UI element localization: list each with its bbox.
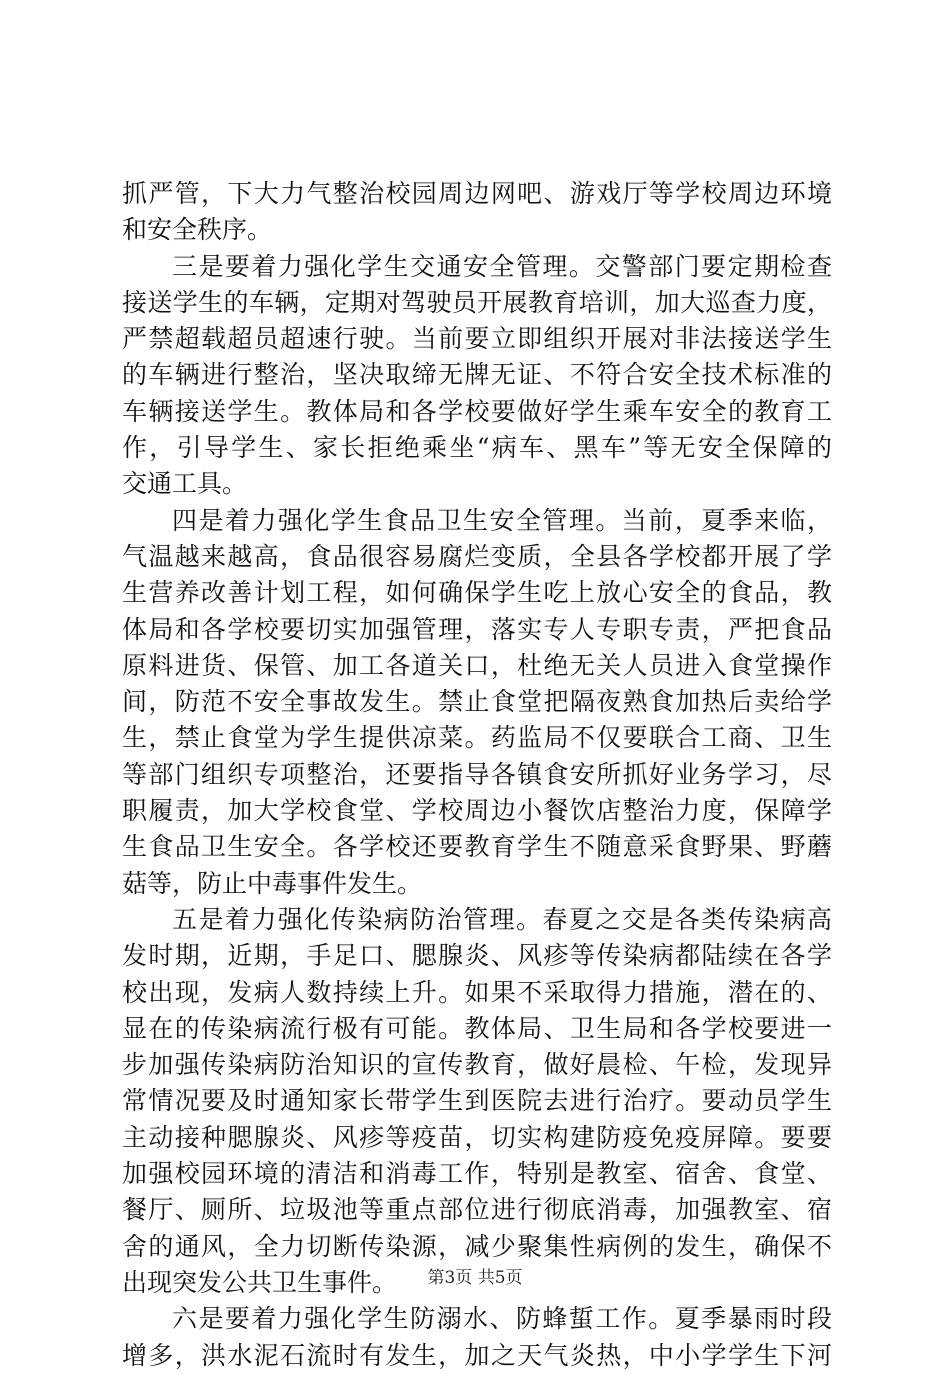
text-line: 增多，洪水泥石流时有发生，加之天气炎热，中小学学生下河 bbox=[122, 1340, 832, 1370]
text-line: 五是着力强化传染病防治管理。春夏之交是各类传染病高 bbox=[172, 904, 832, 934]
text-line: 车辆接送学生。教体局和各学校要做好学生乘车安全的教育工 bbox=[122, 396, 832, 426]
text-line: 原料进货、保管、加工各道关口，杜绝无关人员进入食堂操作 bbox=[122, 650, 832, 680]
text-line: 三是要着力强化学生交通安全管理。交警部门要定期检查 bbox=[172, 251, 832, 281]
text-line: 主动接种腮腺炎、风疹等疫苗，切实构建防疫免疫屏障。要要 bbox=[122, 1122, 832, 1152]
text-line: 间，防范不安全事故发生。禁止食堂把隔夜熟食加热后卖给学 bbox=[122, 687, 832, 717]
text-line: 生营养改善计划工程，如何确保学生吃上放心安全的食品，教 bbox=[122, 578, 832, 608]
page-number-footer: 第3页 共5页 bbox=[427, 1268, 523, 1288]
text-line: 常情况要及时通知家长带学生到医院去进行治疗。要动员学生 bbox=[122, 1086, 832, 1116]
text-line: 舍的通风，全力切断传染源，减少聚集性病例的发生，确保不 bbox=[122, 1231, 832, 1261]
text-line: 显在的传染病流行极有可能。教体局、卫生局和各学校要进一 bbox=[122, 1013, 832, 1043]
text-line: 气温越来越高，食品很容易腐烂变质，全县各学校都开展了学 bbox=[122, 541, 832, 571]
text-line: 生，禁止食堂为学生提供凉菜。药监局不仅要联合工商、卫生 bbox=[122, 723, 832, 753]
text-line: 菇等，防止中毒事件发生。 bbox=[122, 868, 423, 898]
text-line: 体局和各学校要切实加强管理，落实专人专职专责，严把食品 bbox=[122, 614, 832, 644]
text-line: 步加强传染病防治知识的宣传教育，做好晨检、午检，发现异 bbox=[122, 1050, 832, 1080]
text-line: 交通工具。 bbox=[122, 469, 248, 499]
text-line: 加强校园环境的清洁和消毒工作，特别是教室、宿舍、食堂、 bbox=[122, 1159, 832, 1189]
text-line: 校出现，发病人数持续上升。如果不采取得力措施，潜在的、 bbox=[122, 977, 832, 1007]
text-line: 发时期，近期，手足口、腮腺炎、风疹等传染病都陆续在各学 bbox=[122, 941, 832, 971]
text-line: 和安全秩序。 bbox=[122, 215, 273, 245]
text-line: 餐厅、厕所、垃圾池等重点部位进行彻底消毒，加强教室、宿 bbox=[122, 1195, 832, 1225]
text-line: 六是要着力强化学生防溺水、防蜂蜇工作。夏季暴雨时段 bbox=[172, 1304, 832, 1334]
text-line: 等部门组织专项整治，还要指导各镇食安所抓好业务学习，尽 bbox=[122, 759, 832, 789]
text-line: 抓严管，下大力气整治校园周边网吧、游戏厅等学校周边环境 bbox=[122, 179, 832, 208]
text-line: 的车辆进行整治，坚决取缔无牌无证、不符合安全技术标准的 bbox=[122, 360, 832, 390]
text-line: 四是着力强化学生食品卫生安全管理。当前，夏季来临， bbox=[172, 505, 832, 535]
text-line: 生食品卫生安全。各学校还要教育学生不随意采食野果、野蘑 bbox=[122, 832, 832, 862]
text-line: 出现突发公共卫生事件。 bbox=[122, 1267, 398, 1297]
text-line: 接送学生的车辆，定期对驾驶员开展教育培训，加大巡查力度， bbox=[122, 287, 832, 317]
text-line: 严禁超载超员超速行驶。当前要立即组织开展对非法接送学生 bbox=[122, 324, 832, 354]
document-body bbox=[122, 176, 832, 1374]
text-line: 作，引导学生、家长拒绝乘坐“病车、黑车”等无安全保障的 bbox=[122, 433, 832, 463]
text-line: 职履责，加大学校食堂、学校周边小餐饮店整治力度，保障学 bbox=[122, 796, 832, 826]
